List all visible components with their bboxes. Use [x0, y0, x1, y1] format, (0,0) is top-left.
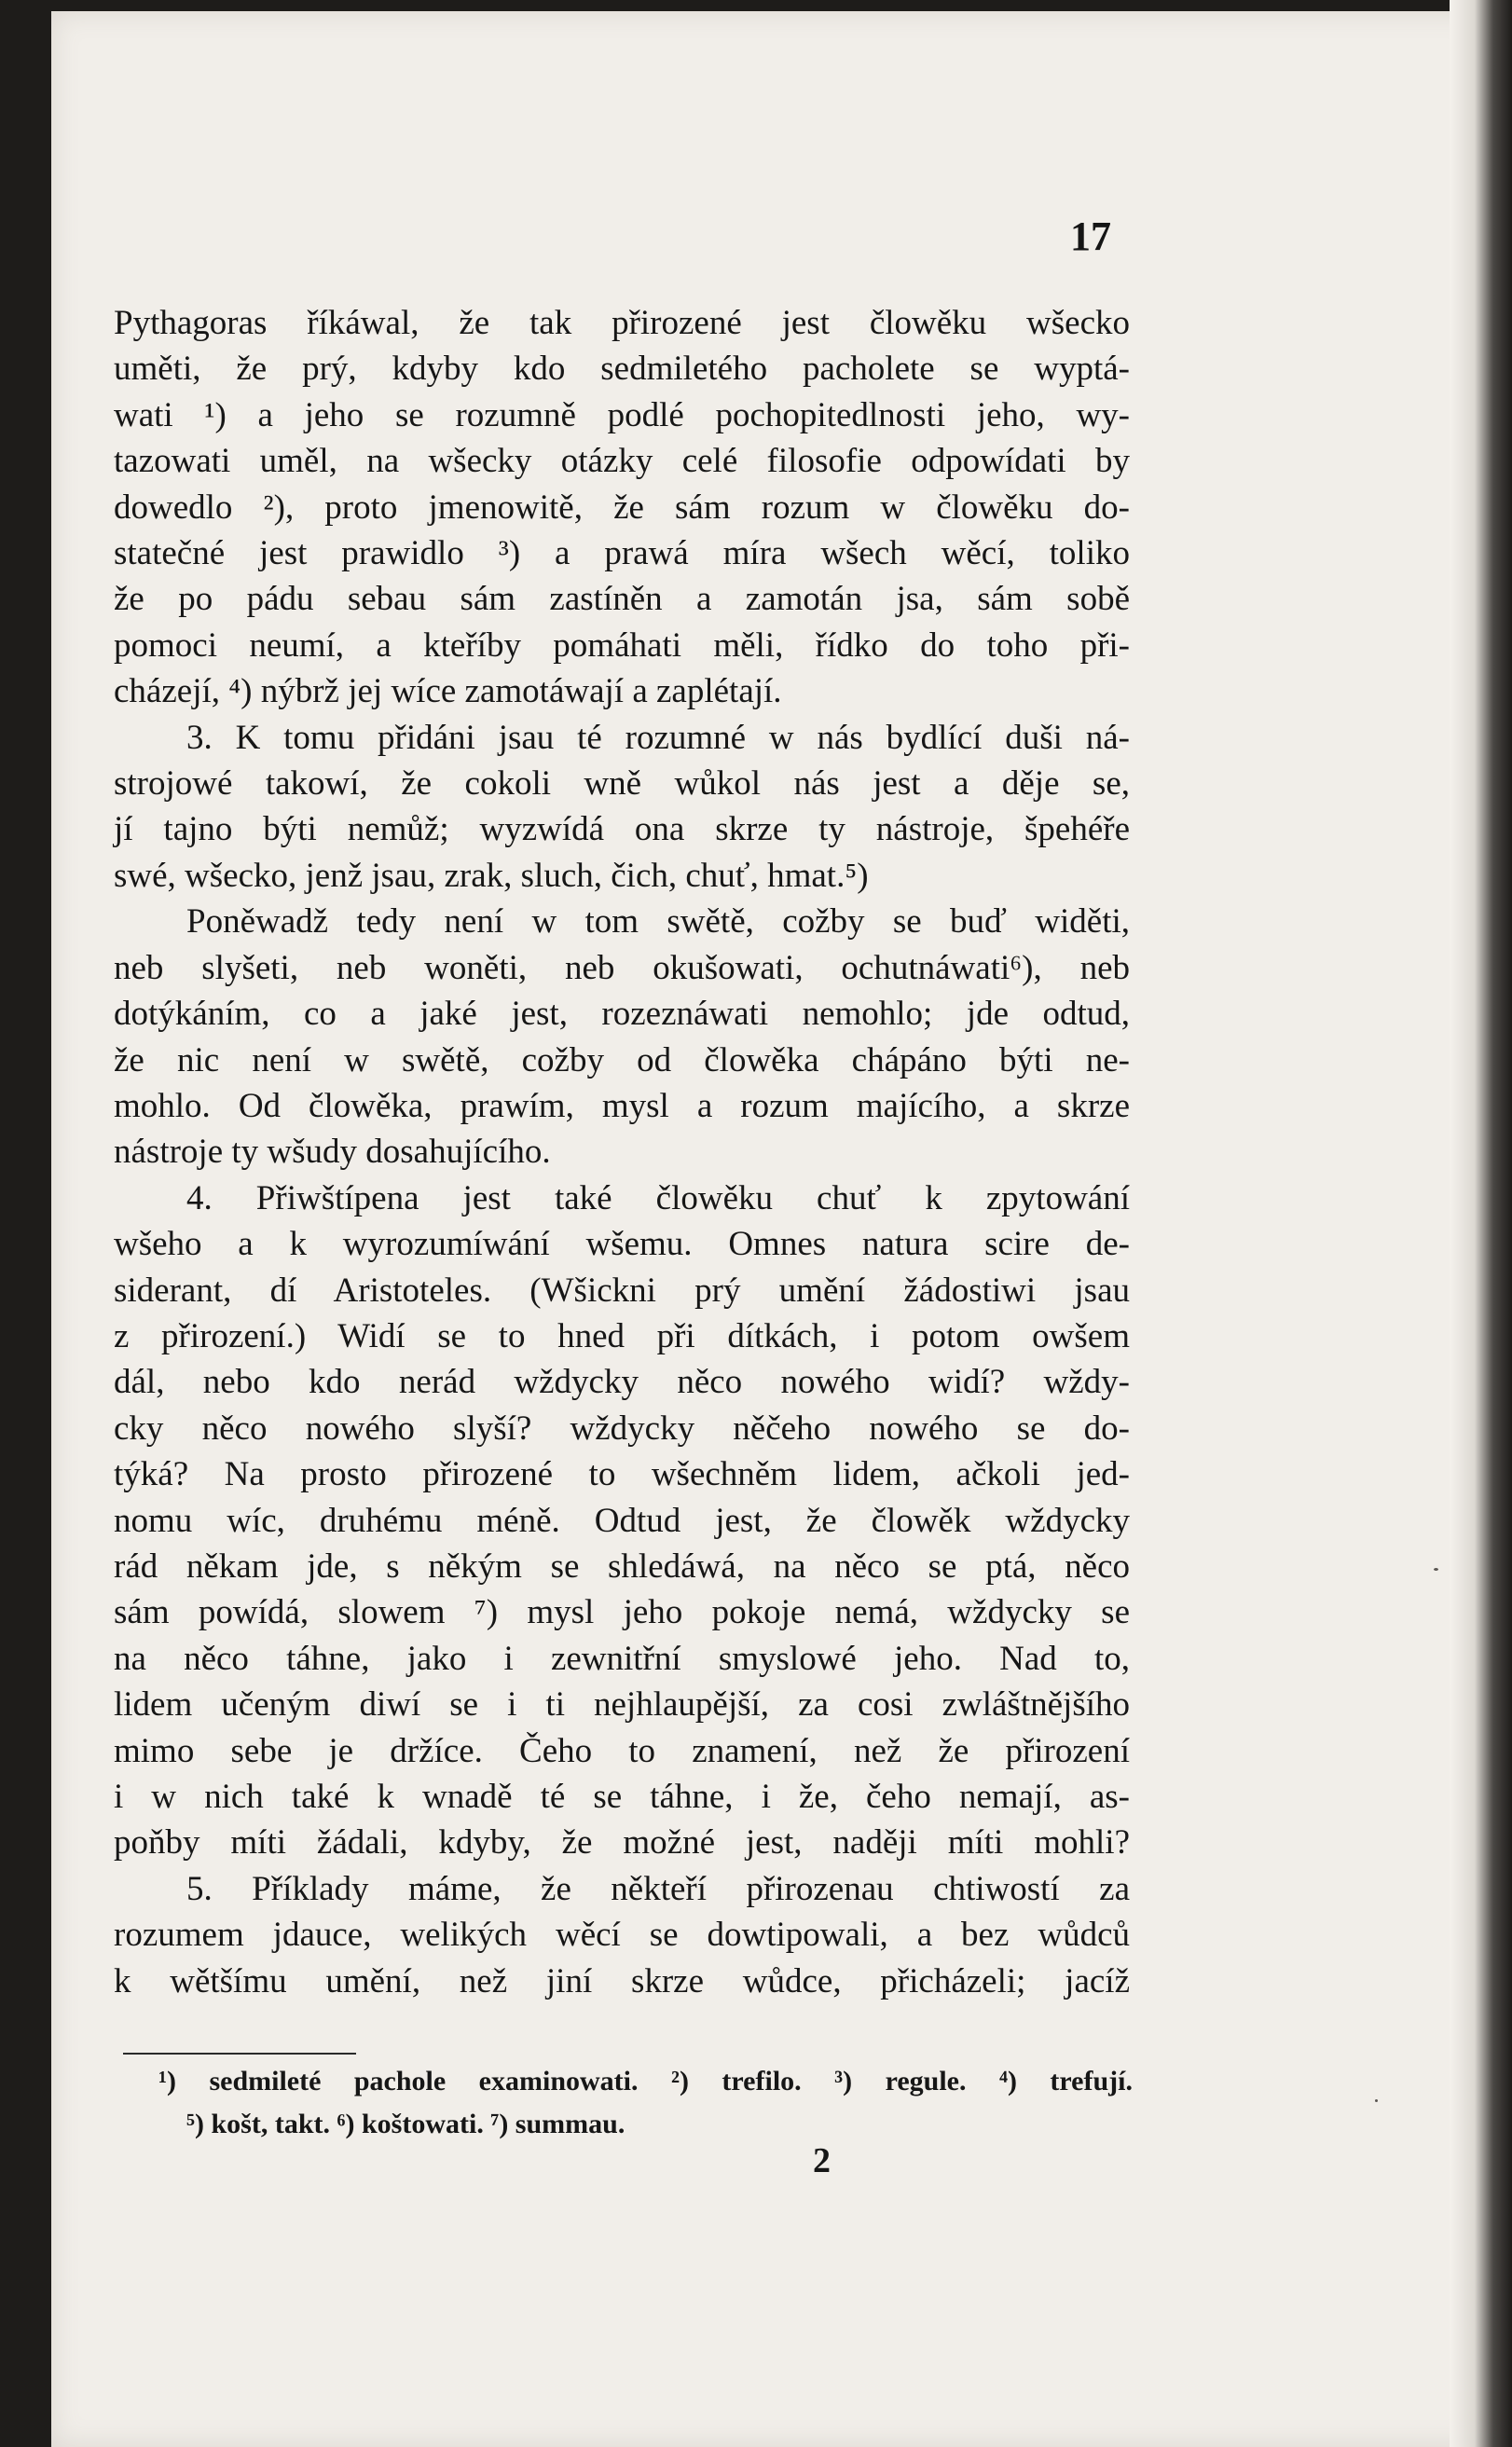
text-line: Poněwadž tedy není w tom swětě, cožby se buď widěti, — [186, 902, 1130, 942]
text-line: na něco táhne, jako i zewnitřní smyslowé jeho. Nad to, — [114, 1639, 1130, 1678]
footnotes — [158, 2060, 1133, 2146]
paper-speck — [1375, 2099, 1378, 2102]
text-line: siderant, dí Aristoteles. (Wšickni prý umění žádostiwi jsau — [114, 1271, 1130, 1310]
text-line: jí tajno býti nemůž; wyzwídá ona skrze ty nástroje, špehéře — [114, 810, 1130, 849]
text-line: sám powídá, slowem ⁷) mysl jeho pokoje nemá, wždycky se — [114, 1593, 1130, 1632]
text-line: nomu wíc, druhému méně. Odtud jest, že člowěk wždycky — [114, 1501, 1130, 1540]
text-line: že po pádu sebau sám zastíněn a zamotán jsa, sám sobě — [114, 580, 1130, 619]
text-line: statečné jest prawidlo ³) a prawá míra wšech wěcí, toliko — [114, 534, 1130, 573]
page-number: 17 — [1070, 213, 1111, 259]
page-edge-shadow — [1450, 0, 1512, 2447]
text-line: že nic není w swětě, cožby od člowěka chápáno býti ne- — [114, 1040, 1130, 1079]
text-line: cházejí, ⁴) nýbrž jej wíce zamotáwají a zaplétají. — [114, 672, 782, 711]
footnote-line: ¹) sedmileté pachole examinowati. ²) trefilo. ³) regule. ⁴) trefují. — [158, 2066, 1133, 2096]
body-text — [114, 300, 1130, 2004]
footnote-line: ⁵) košt, takt. ⁶) koštowati. ⁷) summau. — [186, 2109, 625, 2139]
footnote-rule — [123, 2053, 356, 2055]
text-line: dál, nebo kdo nerád wždycky něco nowého widí? wždy- — [114, 1363, 1130, 1402]
text-line: swé, wšecko, jenž jsau, zrak, sluch, čich, chuť, hmat.⁵) — [114, 856, 869, 895]
text-line: wšeho a k wyrozumíwání wšemu. Omnes natura scire de- — [114, 1225, 1130, 1264]
text-line: neb slyšeti, neb woněti, neb okušowati, ochutnáwati⁶), neb — [114, 948, 1130, 987]
text-line: cky něco nowého slyší? wždycky něčeho nowého se do- — [114, 1409, 1130, 1448]
text-line: uměti, že prý, kdyby kdo sedmiletého pacholete se wyptá- — [114, 350, 1130, 389]
text-line: 5. Příklady máme, že někteří přirozenau chtiwostí za — [186, 1869, 1130, 1908]
text-line: týká? Na prosto přirozené to wšechněm lidem, ačkoli jed- — [114, 1455, 1130, 1494]
text-line: rozumem jdauce, welikých wěcí se dowtipowali, a bez wůdců — [114, 1916, 1130, 1955]
text-line: dowedlo ²), proto jmenowitě, že sám rozum w člowěku do- — [114, 488, 1130, 527]
text-line: 3. K tomu přidáni jsau té rozumné w nás bydlící duši ná- — [186, 718, 1130, 757]
paper-speck — [1434, 1568, 1438, 1571]
signature-mark: 2 — [813, 2141, 831, 2180]
text-line: 4. Přiwštípena jest také člowěku chuť k zpytowání — [186, 1178, 1130, 1217]
text-line: dotýkáním, co a jaké jest, rozeznáwati nemohlo; jde odtud, — [114, 995, 1130, 1034]
text-line: Pythagoras říkáwal, že tak přirozené jest člowěku wšecko — [114, 304, 1130, 342]
text-line: z přirození.) Widí se to hned při dítkách, i potom owšem — [114, 1316, 1130, 1355]
text-line: wati ¹) a jeho se rozumně podlé pochopitedlnosti jeho, wy- — [114, 395, 1130, 434]
text-line: lidem učeným diwí se i ti nejhlaupější, za cosi zwláštnějšího — [114, 1685, 1130, 1725]
text-line: mohlo. Od člowěka, prawím, mysl a rozum majícího, a skrze — [114, 1086, 1130, 1125]
text-line: mimo sebe je držíce. Čeho to znamení, než že přirození — [114, 1731, 1130, 1770]
text-line: strojowé takowí, že cokoli wně wůkol nás jest a děje se, — [114, 764, 1130, 804]
text-line: k wětšímu umění, než jiní skrze wůdce, přicházeli; jacíž — [114, 1961, 1130, 2000]
text-line: rád někam jde, s někým se shledáwá, na něco se ptá, něco — [114, 1547, 1130, 1586]
text-line: pomoci neumí, a kteříby pomáhati měli, řídko do toho při- — [114, 625, 1130, 665]
text-line: i w nich také k wnadě té se táhne, i že, čeho nemají, as- — [114, 1778, 1130, 1816]
text-line: nástroje ty wšudy dosahujícího. — [114, 1133, 551, 1172]
text-line: tazowati uměl, na wšecky otázky celé filosofie odpowídati by — [114, 442, 1130, 481]
text-line: poňby míti žádali, kdyby, že možné jest, naději míti mohli? — [114, 1823, 1130, 1863]
